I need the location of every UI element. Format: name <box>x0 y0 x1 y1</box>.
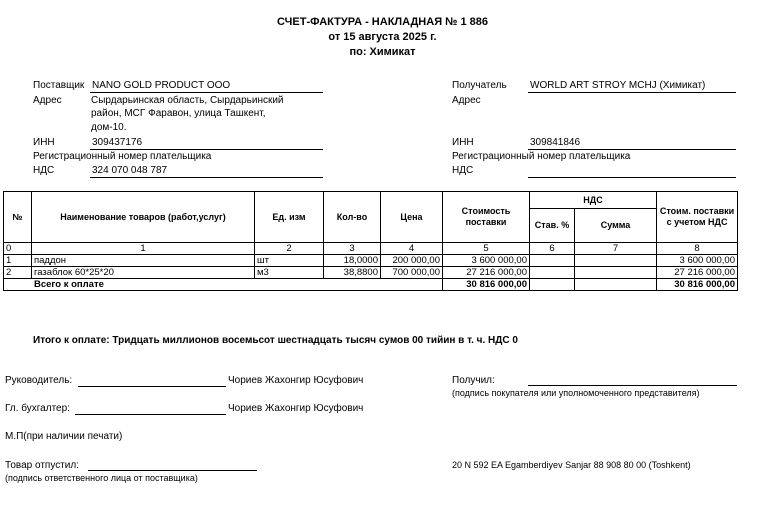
col-number: 5 <box>443 243 530 255</box>
row-price: 200 000,00 <box>381 255 443 267</box>
column-number-row <box>4 243 738 255</box>
row-num: 2 <box>4 267 32 279</box>
supplier-inn-line <box>90 149 323 150</box>
col-number: 2 <box>255 243 324 255</box>
recipient-inn-label: ИНН <box>452 137 474 148</box>
col-number: 0 <box>4 243 32 255</box>
document-basis: по: Химикат <box>349 46 416 58</box>
supplier-label: Поставщик <box>33 80 85 91</box>
recipient-inn-line <box>528 149 736 150</box>
header-sum: Сумма <box>575 209 657 243</box>
recipient-name: WORLD ART STROY MCHJ (Химикат) <box>530 80 706 91</box>
document-title: СЧЕТ-ФАКТУРА - НАКЛАДНАЯ № 1 886 <box>276 16 489 28</box>
stamp-label: М.П(при наличии печати) <box>5 431 123 442</box>
supplier-address-label: Адрес <box>33 95 62 106</box>
col-number: 3 <box>324 243 381 255</box>
header-qty: Кол-во <box>324 192 381 243</box>
received-note: (подпись покупателя или уполномоченного представителя) <box>452 388 700 398</box>
row-num: 1 <box>4 255 32 267</box>
row-cost: 3 600 000,00 <box>443 255 530 267</box>
supplier-inn-label: ИНН <box>33 137 55 148</box>
supplier-name: NANO GOLD PRODUCT OOO <box>92 80 231 91</box>
recipient-inn: 309841846 <box>530 137 581 148</box>
row-price: 700 000,00 <box>381 267 443 279</box>
row-name: газаблок 60*25*20 <box>32 267 255 279</box>
table-row <box>4 255 738 267</box>
supplier-nds: 324 070 048 787 <box>92 165 168 176</box>
supplier-address-line-3: дом-10. <box>91 122 127 133</box>
row-cost: 27 216 000,00 <box>443 267 530 279</box>
row-name: паддон <box>32 255 255 267</box>
row-qty: 38,8800 <box>324 267 381 279</box>
director-name: Чориев Жахонгир Юсуфович <box>228 375 364 386</box>
header-name: Наименование товаров (работ,услуг) <box>32 192 255 243</box>
recipient-name-line <box>528 92 736 93</box>
recipient-address-label: Адрес <box>452 95 481 106</box>
col-number: 6 <box>530 243 575 255</box>
col-number: 7 <box>575 243 657 255</box>
supplier-nds-label: НДС <box>33 165 55 176</box>
row-qty: 18,0000 <box>324 255 381 267</box>
received-label: Получил: <box>452 375 495 386</box>
amount-in-words: Итого к оплате: Тридцать миллионов восемьсот шестнадцать тысяч сумов 00 тийин в т. ч. НДС 0 <box>33 335 518 346</box>
table-header-row <box>4 192 738 209</box>
header-unit: Ед. изм <box>255 192 324 243</box>
document-info: 20 N 592 EA Egamberdiyev Sanjar 88 908 80 00 (Toshkent) <box>452 460 691 470</box>
row-rate <box>530 255 575 267</box>
row-sum <box>575 267 657 279</box>
row-total: 3 600 000,00 <box>657 255 738 267</box>
header-cost: Стоимость поставки <box>443 192 530 243</box>
document-date: от 15 августа 2025 г. <box>328 31 437 43</box>
director-label: Руководитель: <box>5 375 73 386</box>
received-signature-line <box>528 385 737 386</box>
row-rate <box>530 267 575 279</box>
header-price: Цена <box>381 192 443 243</box>
total-with-nds: 30 816 000,00 <box>657 279 738 291</box>
header-total: Стоим. поставки с учетом НДС <box>657 192 738 243</box>
accountant-label: Гл. бухгалтер: <box>5 403 70 414</box>
row-sum <box>575 255 657 267</box>
invoice-table <box>3 191 738 291</box>
total-cost: 30 816 000,00 <box>443 279 530 291</box>
recipient-reg-label: Регистрационный номер плательщика <box>452 151 631 162</box>
recipient-nds-line <box>528 177 736 178</box>
supplier-name-line <box>90 92 323 93</box>
header-rate: Став. % <box>530 209 575 243</box>
accountant-name: Чориев Жахонгир Юсуфович <box>228 403 364 414</box>
row-unit: м3 <box>255 267 324 279</box>
recipient-nds-label: НДС <box>452 165 474 176</box>
col-number: 1 <box>32 243 255 255</box>
total-rate <box>530 279 575 291</box>
row-unit: шт <box>255 255 324 267</box>
released-signature-line <box>88 470 257 471</box>
supplier-nds-line <box>90 177 323 178</box>
supplier-reg-label: Регистрационный номер плательщика <box>33 151 212 162</box>
col-number: 4 <box>381 243 443 255</box>
accountant-signature-line <box>75 414 226 415</box>
director-signature-line <box>78 386 226 387</box>
supplier-address-line-2: район, МСГ Фаравон, улица Ташкент, <box>91 108 266 119</box>
released-label: Товар отпустил: <box>5 460 79 471</box>
header-nds: НДС <box>530 192 657 209</box>
col-number: 8 <box>657 243 738 255</box>
total-row <box>4 279 738 291</box>
total-label: Всего к оплате <box>4 279 443 291</box>
supplier-address-line-1: Сырдарьинская область, Сырдарьинский <box>91 95 284 106</box>
released-note: (подпись ответственного лица от поставщика) <box>5 473 198 483</box>
header-num: № <box>4 192 32 243</box>
recipient-label: Получатель <box>452 80 507 91</box>
table-row <box>4 267 738 279</box>
supplier-inn: 309437176 <box>92 137 143 148</box>
total-sum <box>575 279 657 291</box>
row-total: 27 216 000,00 <box>657 267 738 279</box>
